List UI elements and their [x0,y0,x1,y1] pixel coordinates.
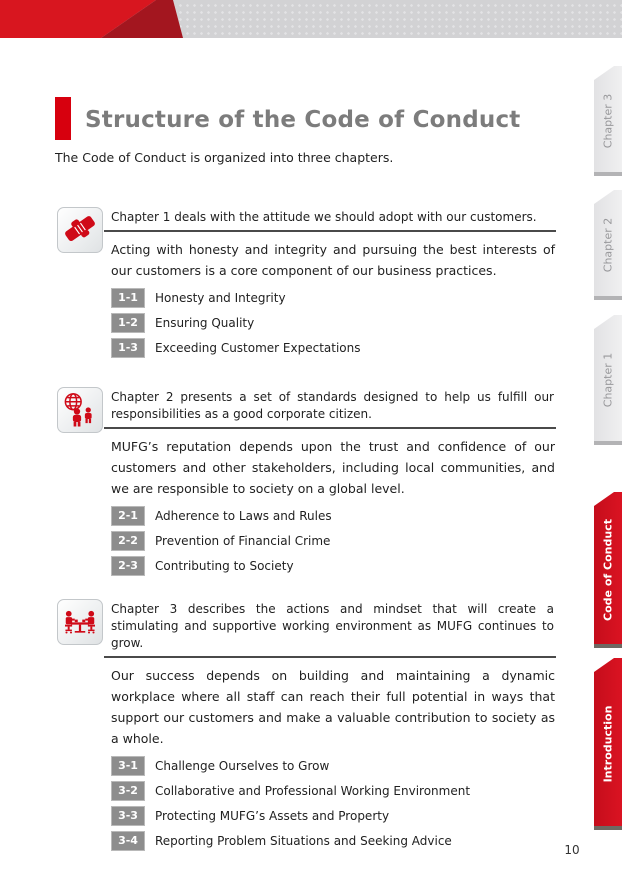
handshake-icon [57,207,103,253]
title-accent-bar [55,97,71,140]
list-item [111,828,556,853]
item-badge: 3-4 [111,831,145,851]
chapter-1-body: Acting with honesty and integrity and pursuing the best interests of our customers is a core component of our business practices. [111,242,555,278]
section-chapter-3 [0,599,622,853]
item-label: Collaborative and Professional Working Environment [155,783,471,798]
list-item [111,503,556,528]
globe-people-icon [57,387,103,433]
item-label: Reporting Problem Situations and Seeking Advice [155,833,452,848]
list-item [111,528,556,553]
item-label: Prevention of Financial Crime [155,533,331,548]
item-badge: 3-1 [111,756,145,776]
chapter-3-body: Our success depends on building and maintaining a dynamic workplace where all staff can reach their full potential in ways that support our customers and make a valuable contribution to society as a whole. [111,668,555,746]
side-tab-label: Chapter 2 [601,217,615,273]
chapter-2-body: MUFG’s reputation depends upon the trust and confidence of our customers and other stakeholders, including local communities, and we are responsible to society on a global level. [111,439,555,496]
side-tab-code-of-conduct[interactable] [594,492,622,648]
chapter-2-heading: Chapter 2 presents a set of standards designed to help us fulfill our responsibilities as a good corporate citizen. [104,387,556,429]
item-badge: 1-2 [111,313,145,333]
item-badge: 2-1 [111,506,145,526]
side-tab-chapter-3[interactable] [594,66,622,176]
item-label: Exceeding Customer Expectations [155,340,361,355]
side-tab-label: Chapter 1 [601,352,615,408]
intro-text: The Code of Conduct is organized into three chapters. [55,150,394,165]
list-item [111,778,556,803]
side-tab-introduction[interactable] [594,658,622,830]
meeting-icon [57,599,103,645]
item-badge: 3-3 [111,806,145,826]
page-number: 10 [564,843,580,857]
side-tab-label: Introduction [601,705,615,783]
chapter-2-items [104,503,556,578]
chapter-1-items [104,285,556,360]
page-title: Structure of the Code of Conduct [85,107,521,133]
list-item [111,753,556,778]
side-tab-chapter-2[interactable] [594,190,622,300]
section-chapter-2 [0,387,622,578]
item-label: Ensuring Quality [155,315,255,330]
side-tab-label: Code of Conduct [601,519,615,621]
item-badge: 2-2 [111,531,145,551]
item-badge: 2-3 [111,556,145,576]
list-item [111,335,556,360]
top-banner [0,0,622,38]
item-label: Honesty and Integrity [155,290,286,305]
list-item [111,310,556,335]
item-label: Adherence to Laws and Rules [155,508,332,523]
chapter-3-items [104,753,556,853]
list-item [111,803,556,828]
item-badge: 3-2 [111,781,145,801]
item-label: Protecting MUFG’s Assets and Property [155,808,390,823]
side-tab-label: Chapter 3 [601,93,615,149]
item-label: Challenge Ourselves to Grow [155,758,330,773]
chapter-1-heading: Chapter 1 deals with the attitude we should adopt with our customers. [104,207,556,232]
item-badge: 1-1 [111,288,145,308]
section-chapter-1 [0,207,622,360]
banner-red-shapes [0,0,622,38]
side-tab-chapter-1[interactable] [594,315,622,445]
item-label: Contributing to Society [155,558,294,573]
item-badge: 1-3 [111,338,145,358]
chapter-3-heading: Chapter 3 describes the actions and mindset that will create a stimulating and supportive working environment as MUFG continues to grow. [104,599,556,658]
list-item [111,285,556,310]
list-item [111,553,556,578]
